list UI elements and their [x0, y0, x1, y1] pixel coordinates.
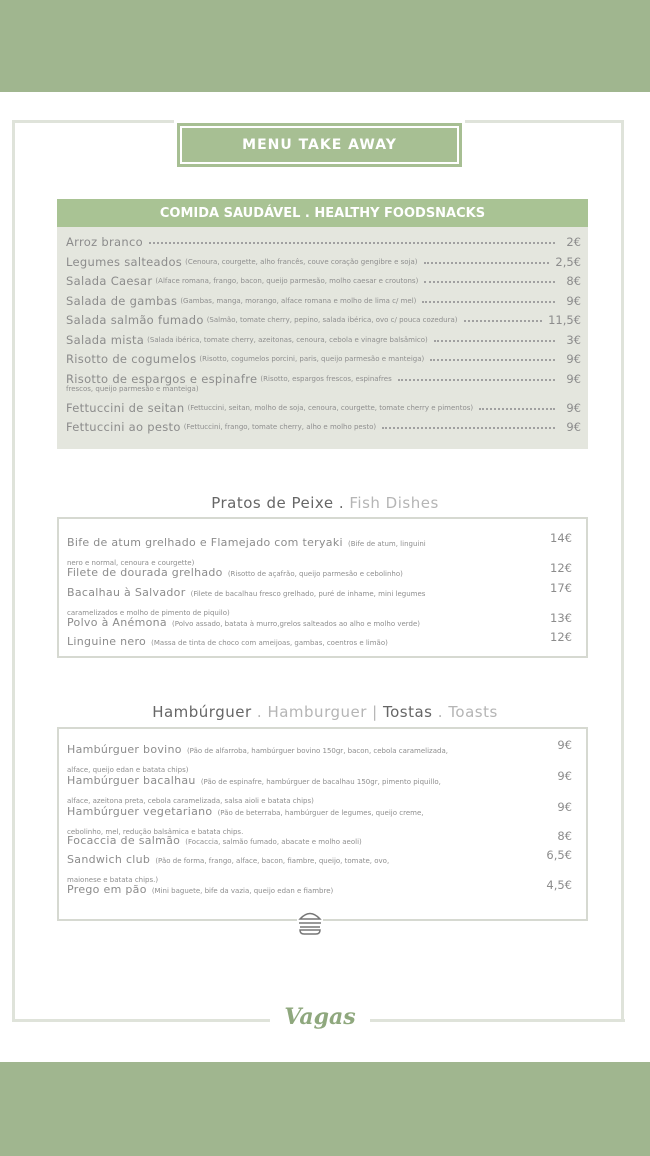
item-desc: (Salada ibérica, tomate cherry, azeitonas, cenoura, cebola e vinagre balsâmico)	[147, 335, 428, 344]
s1: .	[251, 703, 268, 721]
item-price: 8€	[557, 829, 572, 843]
item-name: Salada de gambas	[66, 293, 178, 308]
item-price: 3€	[566, 332, 581, 347]
fish-list	[57, 517, 588, 658]
item-name: Bacalhau à Salvador	[67, 586, 186, 599]
logo-line-left	[15, 1019, 270, 1022]
item-desc: (Salmão, tomate cherry, pepino, salada ibérica, ovo c/ pouca cozedura)	[206, 316, 458, 324]
item-name: Arroz branco	[66, 235, 143, 249]
burger-list	[57, 727, 588, 921]
item-desc-cont: frescos, queijo parmesão e manteiga)	[66, 384, 199, 393]
item-desc: (Pão de alfarroba, hambúrguer bovino 150gr, bacon, cebola caramelizada,	[186, 747, 448, 755]
item-price: 9€	[566, 400, 581, 415]
leader-dots	[382, 420, 555, 429]
item-desc: (Risotto de açafrão, queijo parmesão e cebolinho)	[227, 570, 403, 578]
fish-title-pt: Pratos de Peixe	[211, 494, 334, 512]
sep: .	[333, 494, 350, 512]
menu-item	[67, 878, 572, 897]
item-desc: (Gambas, manga, morango, alface romana e molho de lima c/ mel)	[180, 296, 417, 305]
item-desc: (Mini baguete, bife da vazia, queijo edan e fiambre)	[151, 887, 334, 895]
item-price: 12€	[550, 630, 572, 644]
item-desc: (Risotto, cogumelos porcini, paris, queijo parmesão e manteiga)	[199, 355, 425, 363]
item-name: Legumes salteados	[66, 254, 183, 269]
item-name: Prego em pão	[67, 883, 147, 896]
menu-item	[67, 561, 572, 580]
menu-item	[66, 313, 581, 327]
leader-dots	[434, 333, 555, 342]
fish-heading	[0, 494, 650, 512]
item-price: 9€	[557, 769, 572, 783]
leader-dots	[398, 372, 555, 381]
leader-dots	[422, 294, 555, 303]
item-desc-cont: nero e normal, cenoura e courgette)	[67, 559, 195, 567]
item-desc-cont: caramelizados e molho de pimento de piquilo)	[67, 609, 230, 617]
t1: Hambúrguer	[152, 703, 252, 721]
item-desc: (Focaccia, salmão fumado, abacate e molho aeoli)	[185, 838, 362, 846]
item-price: 17€	[550, 581, 572, 595]
item-name: Filete de dourada grelhado	[67, 566, 223, 579]
item-name: Sandwich club	[67, 853, 151, 866]
leader-dots	[430, 352, 555, 361]
item-name: Linguine nero	[67, 635, 147, 648]
item-price: 13€	[550, 611, 572, 625]
item-price: 12€	[550, 561, 572, 575]
menu-title-box	[174, 120, 465, 166]
bottom-band	[0, 1062, 650, 1156]
t3: Tostas	[383, 703, 433, 721]
menu-item	[66, 371, 581, 393]
item-desc: (Cenoura, courgette, alho francês, couve coração gengibre e soja)	[185, 257, 418, 266]
item-name: Hambúrguer vegetariano	[67, 805, 213, 818]
item-desc-cont: maionese e batata chips.)	[67, 876, 159, 884]
item-name: Fettuccini ao pesto	[66, 420, 181, 434]
item-name: Bife de atum grelhado e Flamejado com teryaki	[67, 536, 343, 549]
item-name: Risotto de espargos e espinafre	[66, 371, 258, 386]
item-price: 9€	[566, 371, 581, 386]
item-desc: (Bife de atum, linguini	[347, 540, 426, 548]
item-desc-cont: alface, queijo edan e batata chips)	[67, 766, 189, 774]
item-name: Salada salmão fumado	[66, 313, 204, 327]
item-desc: (Alface romana, frango, bacon, queijo parmesão, molho caesar e croutons)	[155, 277, 419, 285]
item-price: 9€	[566, 352, 581, 366]
healthy-list	[57, 227, 588, 449]
menu-item	[67, 611, 572, 630]
item-desc: (Filete de bacalhau fresco grelhado, puré de inhame, mini legumes	[190, 590, 426, 598]
item-name: Polvo à Anémona	[67, 616, 167, 629]
item-name: Hambúrguer bacalhau	[67, 774, 196, 787]
menu-title: MENU TAKE AWAY	[177, 123, 462, 167]
s3: .	[432, 703, 449, 721]
leader-dots	[464, 313, 543, 322]
item-desc: (Fettuccini, frango, tomate cherry, alho e molho pesto)	[183, 423, 377, 431]
menu-item	[66, 274, 581, 288]
item-desc: (Pão de forma, frango, alface, bacon, fiambre, queijo, tomate, ovo,	[155, 857, 390, 865]
item-name: Salada Caesar	[66, 274, 153, 288]
healthy-header: COMIDA SAUDÁVEL . HEALTHY FOODSNACKS	[57, 199, 588, 227]
item-price: 4,5€	[546, 878, 572, 892]
item-desc: (Massa de tinta de choco com ameijoas, gambas, coentros e limão)	[151, 639, 388, 647]
item-name: Hambúrguer bovino	[67, 743, 182, 756]
menu-item	[66, 294, 581, 308]
leader-dots	[424, 274, 555, 283]
menu-item	[66, 420, 581, 434]
t4: Toasts	[448, 703, 498, 721]
menu-item	[67, 630, 572, 649]
s2: |	[366, 703, 383, 721]
item-desc: (Risotto, espargos frescos, espinafres	[260, 374, 392, 383]
burger-heading	[0, 703, 650, 721]
burger-icon	[297, 908, 323, 936]
top-band	[0, 0, 650, 92]
item-desc-cont: alface, azeitona preta, cebola caramelizada, salsa aioli e batata chips)	[67, 797, 314, 805]
leader-dots	[149, 235, 555, 244]
item-name: Salada mista	[66, 332, 145, 347]
item-price: 6,5€	[546, 848, 572, 862]
item-desc: (Fettuccini, seitan, molho de soja, cenoura, courgette, tomate cherry e pimentos)	[187, 403, 474, 412]
item-desc-cont: cebolinho, mel, redução balsâmica e batata chips.	[67, 828, 244, 836]
menu-item	[67, 829, 572, 848]
leader-dots	[424, 255, 550, 264]
vagas-logo: Vagas	[270, 1004, 370, 1030]
item-price: 11,5€	[548, 313, 581, 327]
menu-item	[66, 401, 581, 415]
item-price: 9€	[566, 293, 581, 308]
leader-dots	[479, 401, 555, 410]
menu-item	[66, 255, 581, 269]
item-price: 9€	[557, 800, 572, 814]
item-name: Focaccia de salmão	[67, 834, 181, 847]
item-desc: (Pão de beterraba, hambúrguer de legumes, queijo creme,	[217, 809, 424, 817]
item-price: 2€	[566, 235, 581, 249]
item-price: 9€	[557, 738, 572, 752]
item-price: 9€	[566, 420, 581, 434]
item-name: Fettuccini de seitan	[66, 400, 185, 415]
logo-line-right	[370, 1019, 625, 1022]
item-desc: (Pão de espinafre, hambúrguer de bacalhau 150gr, pimento piquillo,	[200, 778, 441, 786]
item-desc: (Polvo assado, batata à murro,grelos salteados ao alho e molho verde)	[172, 620, 421, 628]
item-price: 8€	[566, 274, 581, 288]
menu-item	[66, 352, 581, 366]
menu-item	[66, 235, 581, 249]
item-price: 2,5€	[555, 254, 581, 269]
menu-item	[66, 333, 581, 347]
t2: Hamburguer	[267, 703, 367, 721]
item-price: 14€	[550, 531, 572, 545]
item-name: Risotto de cogumelos	[66, 352, 197, 366]
fish-title-en: Fish Dishes	[349, 494, 439, 512]
